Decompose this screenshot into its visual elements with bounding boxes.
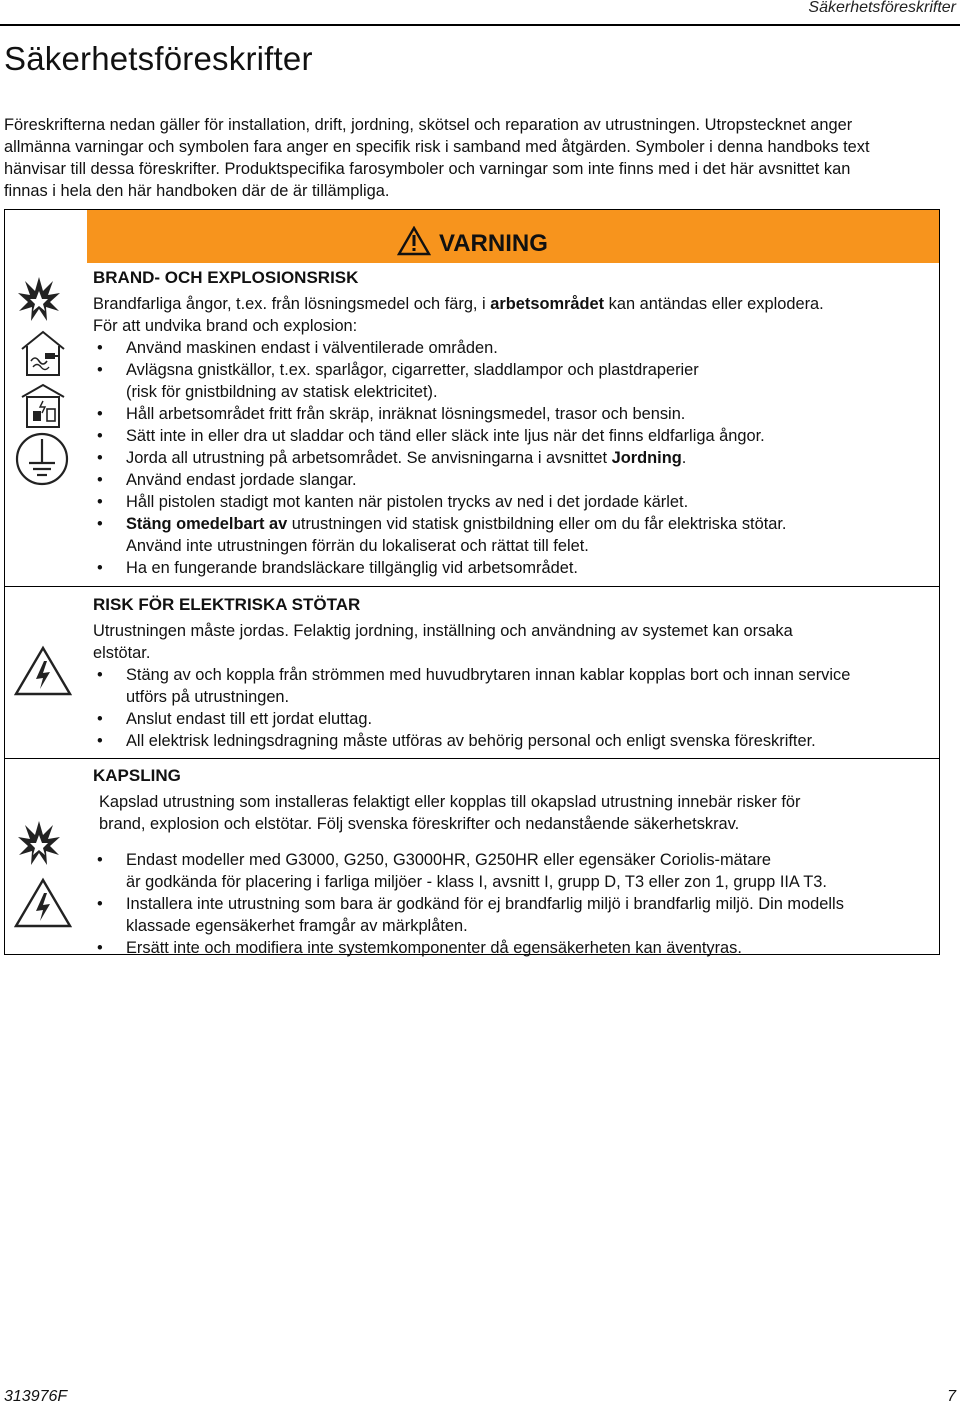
intro-line: allmänna varningar och symbolen fara anger en specifik risk i samband med åtgärden. Symboler i denna handboks text — [4, 138, 870, 156]
electric-section-title: RISK FÖR ELEKTRISKA STÖTAR — [93, 595, 361, 614]
intro-paragraph — [4, 114, 949, 202]
list-item: • Ersätt inte och modifiera inte systemkomponenter då egensäkerheten kan äventyras. — [93, 937, 933, 959]
footer-page-number: 7 — [947, 1388, 956, 1405]
fire-intro-2: För att undvika brand och explosion: — [93, 317, 358, 335]
fire-section-title: BRAND- OCH EXPLOSIONSRISK — [93, 268, 359, 287]
fire-intro: Brandfarliga ångor, t.ex. från lösningsmedel och färg, i arbetsområdet kan antändas eller explodera. — [93, 295, 824, 313]
list-item: • Stäng omedelbart av utrustningen vid statisk gnistbildning eller om du får elektriska stötar. Använd inte utrustningen förrän du lokaliserat och rättat till felet. — [93, 513, 933, 557]
list-item: • Avlägsna gnistkällor, t.ex. sparlågor, cigarretter, sladdlampor och plastdraperier (risk för gnistbildning av statisk elektricitet). — [93, 359, 933, 403]
enclosure-section — [93, 765, 933, 959]
list-item: • Jorda all utrustning på arbetsområdet. Se anvisningarna i avsnittet Jordning. — [93, 447, 933, 469]
vapor-ignition-house-icon — [19, 329, 67, 377]
enclosure-list — [93, 849, 933, 959]
warning-label: VARNING — [439, 230, 548, 257]
list-item: • Stäng av och koppla från strömmen med huvudbrytaren innan kablar kopplas bort och innan service utförs på utrustningen. — [93, 664, 933, 708]
hazard-icon-column — [5, 263, 87, 954]
electric-list — [93, 664, 933, 752]
intro-line: Föreskrifterna nedan gäller för installation, drift, jordning, skötsel och reparation av utrustningen. Utropstecknet anger — [4, 116, 853, 134]
list-item: • Ha en fungerande brandsläckare tillgänglig vid arbetsområdet. — [93, 557, 933, 579]
ground-icon — [14, 431, 70, 487]
header-rule — [0, 24, 960, 26]
enclosure-intro: Kapslad utrustning som installeras felaktigt eller kopplas till okapslad utrustning innebär risker för brand, explosion och elstötar. Följ svenska föreskrifter och nedanstående säkerhetskrav. — [99, 793, 801, 833]
intro-line: hänvisar till dessa föreskrifter. Produktspecifika farosymboler och varningar som inte finns med i det här avsnittet kan — [4, 160, 851, 178]
enclosure-section-title: KAPSLING — [93, 766, 181, 785]
page-title: Säkerhetsföreskrifter — [4, 40, 313, 77]
list-item: • Anslut endast till ett jordat eluttag. — [93, 708, 933, 730]
footer-document-number: 313976F — [4, 1388, 68, 1405]
list-item: • Håll arbetsområdet fritt från skräp, inräknat lösningsmedel, trasor och bensin. — [93, 403, 933, 425]
list-item: • Installera inte utrustning som bara är godkänd för ej brandfarlig miljö i brandfarlig miljö. Din modells klassade egensäkerhet framgår av märkplåten. — [93, 893, 933, 937]
warning-header — [87, 210, 939, 263]
explosion-icon — [17, 275, 61, 325]
list-item: • Håll pistolen stadigt mot kanten när pistolen trycks av ned i det jordade kärlet. — [93, 491, 933, 513]
sparking-plug-icon — [19, 383, 67, 429]
list-item: • Endast modeller med G3000, G250, G3000HR, G250HR eller egensäker Coriolis-mätare är godkända för placering i farliga miljöer - klass I, avsnitt I, grupp D, T3 eller zon 1, grupp IIA T3. — [93, 849, 933, 893]
electric-intro: Utrustningen måste jordas. Felaktig jordning, inställning och användning av systemet kan orsaka elstötar. — [93, 622, 793, 662]
list-item: • Använd endast jordade slangar. — [93, 469, 933, 491]
electric-shock-icon — [14, 645, 72, 697]
list-item: • Sätt inte in eller dra ut sladdar och tänd eller släck inte ljus när det finns eldfarliga ångor. — [93, 425, 933, 447]
explosion-icon — [17, 819, 61, 869]
divider — [5, 758, 939, 759]
electric-section — [93, 594, 933, 752]
fire-section — [93, 267, 933, 579]
divider — [5, 586, 939, 587]
warning-table — [4, 209, 940, 955]
electric-shock-icon — [14, 877, 72, 929]
intro-line: finnas i hela den här handboken där de är tillämpliga. — [4, 182, 390, 200]
running-header: Säkerhetsföreskrifter — [808, 0, 956, 16]
list-item: • All elektrisk ledningsdragning måste utföras av behörig personal och enligt svenska föreskrifter. — [93, 730, 933, 752]
list-item: • Använd maskinen endast i välventilerade områden. — [93, 337, 933, 359]
fire-list — [93, 337, 933, 579]
exclamation-triangle-icon — [397, 226, 431, 256]
